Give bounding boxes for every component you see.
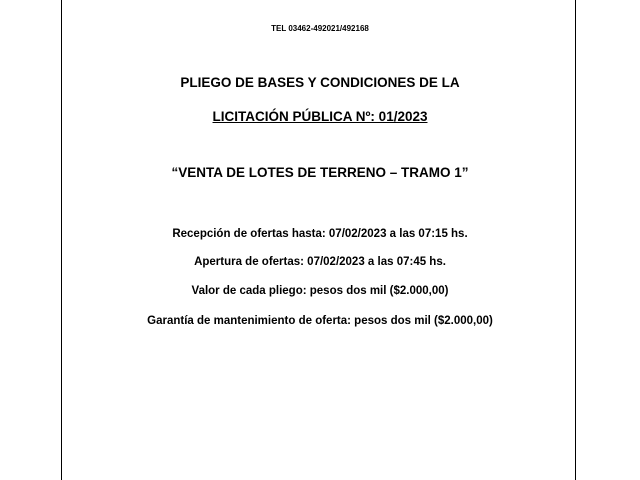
tender-number: LICITACIÓN PÚBLICA Nº: 01/2023 [212, 109, 428, 124]
document-title-line-2 [0, 109, 640, 124]
page-border [61, 0, 576, 480]
offer-guarantee: Garantía de mantenimiento de oferta: pesos dos mil ($2.000,00) [147, 315, 493, 327]
document-price: Valor de cada pliego: pesos dos mil ($2.000,00) [191, 285, 449, 297]
document-subtitle: “VENTA DE LOTES DE TERRENO – TRAMO 1” [171, 165, 469, 180]
document-title-line-1: PLIEGO DE BASES Y CONDICIONES DE LA [180, 75, 460, 90]
telephone-line: TEL 03462-492021/492168 [271, 24, 369, 33]
offer-reception-deadline: Recepción de ofertas hasta: 07/02/2023 a las 07:15 hs. [172, 228, 468, 240]
offer-opening-time: Apertura de ofertas: 07/02/2023 a las 07:45 hs. [194, 256, 446, 268]
